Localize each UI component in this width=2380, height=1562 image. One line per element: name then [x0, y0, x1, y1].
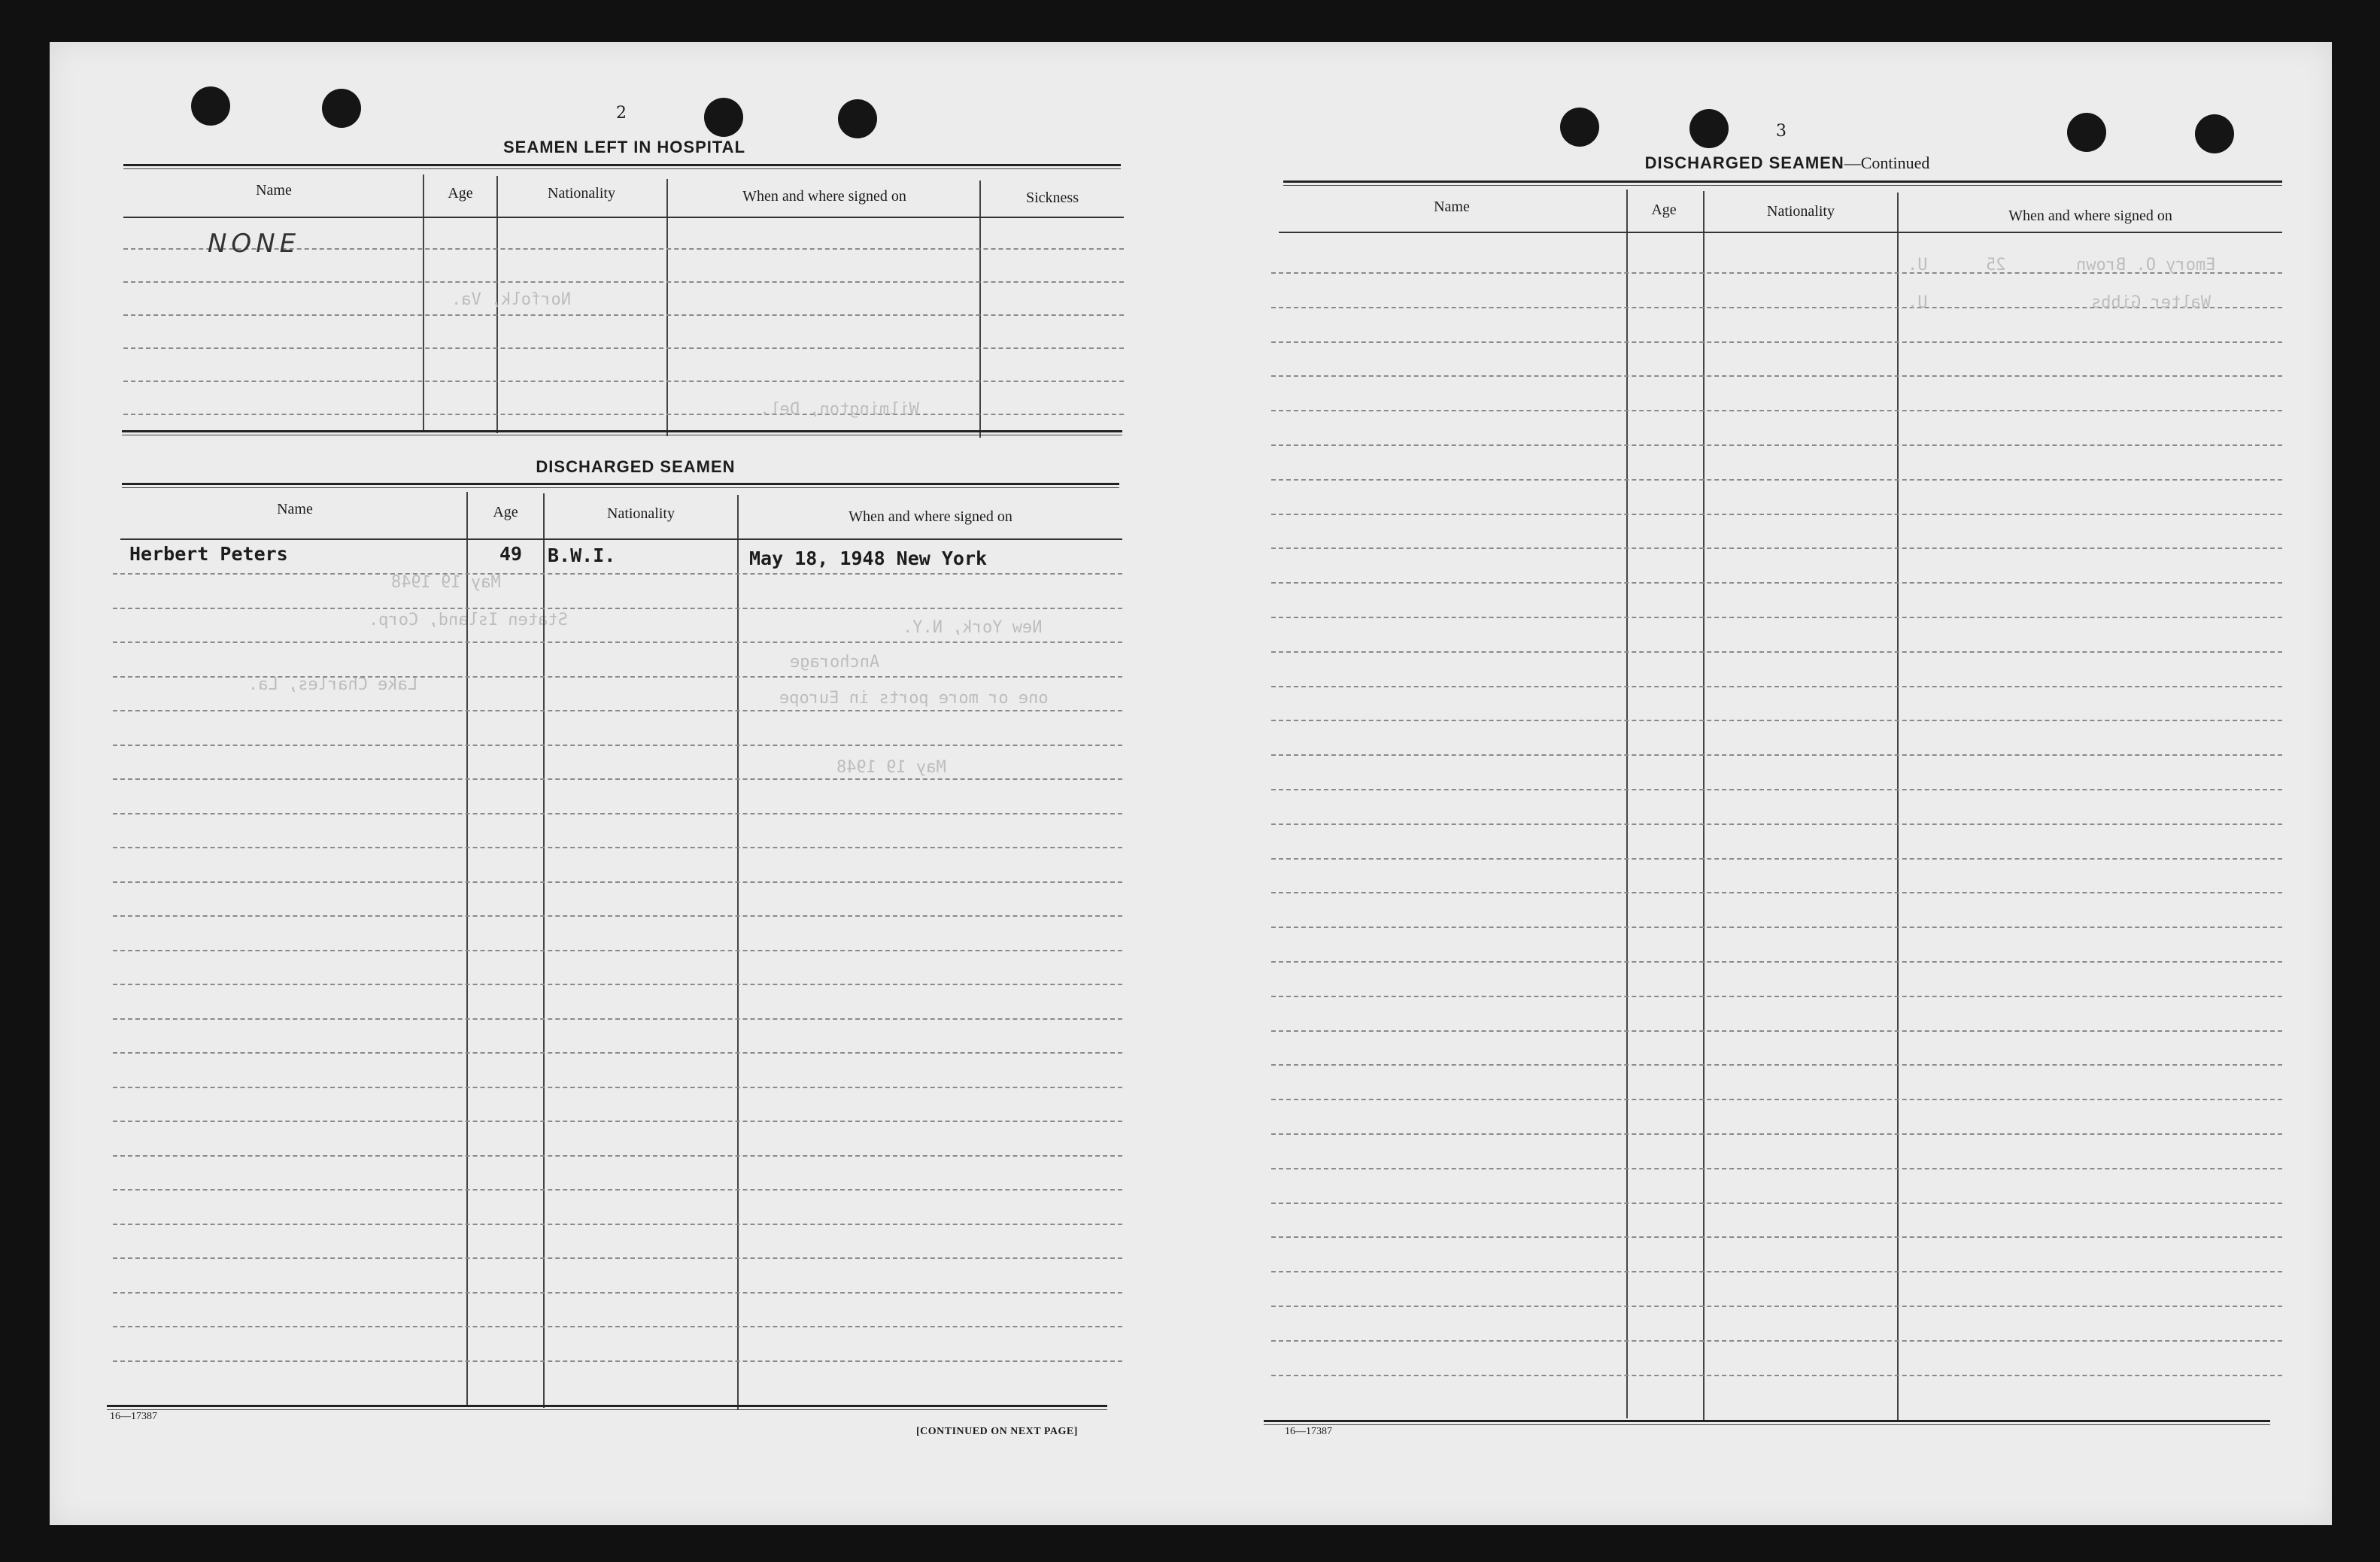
row-line — [1271, 617, 2282, 618]
form-code-left: 16—17387 — [110, 1411, 157, 1422]
punch-hole — [2195, 114, 2234, 153]
form-code-right: 16—17387 — [1285, 1426, 1332, 1437]
row-line — [1271, 1203, 2282, 1204]
discharged-col-age: Age — [493, 504, 518, 520]
seaman-nationality: B.W.I. — [548, 544, 616, 566]
row-line — [1271, 686, 2282, 687]
column-divider — [737, 495, 739, 1409]
punch-hole — [191, 86, 230, 126]
bleed-through-text: New York, N.Y. — [903, 618, 1043, 637]
row-line — [113, 608, 1122, 609]
right-col-name: Name — [1434, 199, 1470, 215]
row-line — [1271, 996, 2282, 997]
bleed-through-text: Wilmington, Del. — [760, 400, 919, 419]
row-line — [1271, 1306, 2282, 1307]
right-bottom-rule — [1264, 1420, 2270, 1425]
row-line — [1271, 1375, 2282, 1376]
hospital-header-rule — [123, 217, 1124, 218]
row-line — [1271, 1099, 2282, 1100]
row-line — [113, 1018, 1122, 1020]
row-line — [123, 414, 1124, 415]
row-line — [113, 881, 1122, 883]
row-line — [113, 1121, 1122, 1122]
row-line — [1271, 754, 2282, 756]
punch-hole — [838, 99, 877, 138]
discharged-top-rule — [122, 483, 1119, 488]
hospital-col-name: Name — [256, 182, 292, 199]
row-line — [113, 1224, 1122, 1225]
row-line — [1271, 892, 2282, 893]
row-line — [113, 1360, 1122, 1362]
row-line — [113, 950, 1122, 951]
row-line — [113, 778, 1122, 780]
row-line — [1271, 410, 2282, 411]
row-line — [113, 676, 1122, 678]
row-line — [1271, 789, 2282, 790]
bleed-through-text: Emory O. Brown — [2076, 256, 2216, 274]
row-line — [113, 745, 1122, 746]
row-line — [113, 641, 1122, 643]
row-line — [1271, 823, 2282, 825]
right-col-nationality: Nationality — [1767, 203, 1835, 220]
row-line — [113, 1087, 1122, 1088]
row-line — [123, 347, 1124, 349]
row-line — [1271, 961, 2282, 963]
right-col-age: Age — [1651, 202, 1677, 218]
discharged-header-rule — [120, 538, 1122, 540]
punch-hole — [1689, 109, 1729, 148]
row-line — [113, 573, 1122, 575]
right-header-rule — [1279, 232, 2282, 233]
bleed-through-text: 25 — [1986, 256, 2006, 274]
hospital-bottom-rule — [122, 430, 1122, 435]
row-line — [123, 281, 1124, 283]
bleed-through-text: Lake Charles, La. — [248, 675, 418, 694]
right-title-main: DISCHARGED SEAMEN — [1644, 153, 1844, 172]
row-line — [113, 813, 1122, 814]
seaman-signed-on: May 18, 1948 New York — [749, 547, 988, 569]
hospital-col-signed-on: When and where signed on — [742, 188, 906, 205]
row-line — [1271, 514, 2282, 515]
row-line — [113, 1155, 1122, 1157]
punch-hole — [704, 98, 743, 137]
column-divider — [1626, 190, 1628, 1418]
right-title-suffix: —Continued — [1844, 153, 1930, 172]
row-line — [1271, 720, 2282, 721]
discharged-section-title: DISCHARGED SEAMEN — [536, 457, 736, 476]
row-line — [113, 1052, 1122, 1054]
row-line — [1271, 1133, 2282, 1135]
column-divider — [979, 180, 981, 438]
punch-hole — [2067, 113, 2106, 152]
bleed-through-text: May 19 1948 — [836, 758, 946, 777]
discharged-bottom-rule — [107, 1405, 1107, 1410]
row-line — [1271, 1236, 2282, 1238]
row-line — [113, 915, 1122, 917]
row-line — [1271, 479, 2282, 481]
row-line — [1271, 1168, 2282, 1169]
row-line — [113, 984, 1122, 985]
row-line — [1271, 375, 2282, 377]
continued-note: [CONTINUED ON NEXT PAGE] — [916, 1426, 1078, 1437]
row-line — [1271, 341, 2282, 343]
row-line — [113, 1292, 1122, 1294]
hospital-top-rule — [123, 164, 1121, 169]
bleed-through-text: May 19 1948 — [391, 573, 501, 592]
row-line — [113, 1257, 1122, 1259]
discharged-col-name: Name — [277, 501, 313, 517]
bleed-through-text: Walter Gibbs — [2091, 293, 2211, 312]
row-line — [123, 381, 1124, 382]
seaman-age: 49 — [499, 543, 523, 565]
discharged-col-signed-on: When and where signed on — [848, 508, 1012, 525]
row-line — [1271, 1064, 2282, 1066]
row-line — [1271, 1271, 2282, 1272]
bleed-through-text: U. — [1908, 256, 1928, 274]
row-line — [1271, 582, 2282, 584]
punch-hole — [1560, 108, 1599, 147]
row-line — [1271, 858, 2282, 860]
row-line — [113, 710, 1122, 711]
page-number-right: 3 — [1776, 122, 1787, 141]
bleed-through-text: Staten Island, Corp. — [369, 611, 568, 629]
row-line — [1271, 1340, 2282, 1342]
row-line — [1271, 547, 2282, 549]
column-divider — [423, 174, 424, 432]
hospital-col-age: Age — [448, 185, 473, 202]
row-line — [1271, 444, 2282, 446]
discharged-col-nationality: Nationality — [607, 505, 675, 522]
right-col-signed-on: When and where signed on — [2008, 208, 2172, 224]
row-line — [123, 314, 1124, 316]
bleed-through-text: Norfolk, Va. — [451, 290, 571, 309]
right-section-title — [1584, 153, 1990, 173]
hospital-col-nationality: Nationality — [548, 185, 615, 202]
row-line — [1271, 651, 2282, 653]
row-line — [113, 1326, 1122, 1327]
seaman-name: Herbert Peters — [129, 543, 288, 565]
row-line — [1271, 927, 2282, 928]
hospital-section-title: SEAMEN LEFT IN HOSPITAL — [502, 138, 746, 156]
bleed-through-text: U. — [1908, 293, 1928, 312]
page-number-left: 2 — [616, 104, 627, 123]
hospital-entry-none: NONE — [208, 229, 301, 259]
row-line — [1271, 1030, 2282, 1032]
bleed-through-text: one or more ports in Europe — [779, 689, 1049, 708]
bleed-through-text: Anchorage — [790, 653, 880, 672]
right-top-rule — [1283, 180, 2282, 186]
row-line — [113, 1189, 1122, 1190]
hospital-col-sickness: Sickness — [1026, 190, 1079, 206]
punch-hole — [322, 89, 361, 128]
row-line — [113, 847, 1122, 848]
